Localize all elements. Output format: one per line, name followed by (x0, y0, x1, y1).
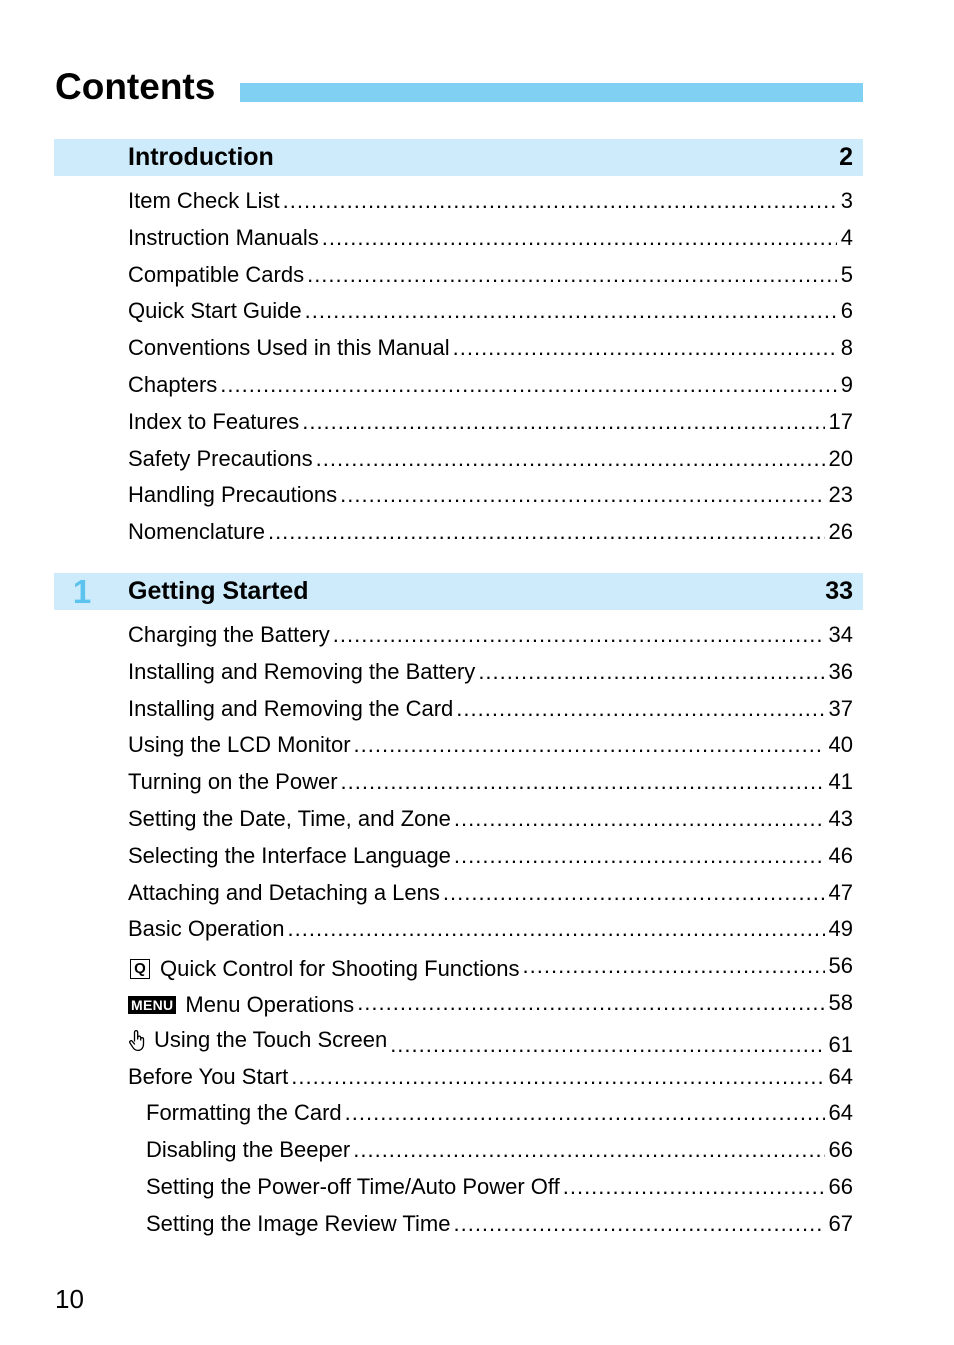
toc-entry-page: 46 (828, 842, 853, 868)
toc-entry-page: 43 (828, 805, 853, 831)
toc-entry[interactable] (128, 801, 853, 838)
section-title: Introduction (128, 143, 274, 171)
toc-entry-page: 26 (828, 519, 853, 545)
toc-entry[interactable] (128, 293, 853, 330)
dot-leader (563, 1169, 825, 1206)
dot-leader (523, 948, 825, 985)
toc-entry-page: 47 (828, 879, 853, 905)
toc-entry-page: 4 (840, 224, 853, 250)
toc-entry-label: Safety Precautions (128, 445, 313, 471)
toc-entry-label (128, 1022, 387, 1059)
dot-leader (454, 801, 825, 838)
toc-subentry[interactable] (128, 1169, 853, 1206)
quick-control-icon: Q (130, 959, 150, 979)
toc-entry-label: Handling Precautions (128, 482, 338, 508)
toc-entry-page: 3 (840, 188, 853, 213)
toc-entry[interactable] (128, 330, 853, 367)
toc-entry[interactable] (128, 764, 853, 801)
dot-leader (353, 1132, 824, 1169)
dot-leader (288, 911, 825, 948)
dot-leader (322, 220, 837, 257)
toc-entry-page: 66 (828, 1137, 853, 1163)
toc-entry-label: Before You Start (128, 1063, 289, 1089)
toc-entry-page: 49 (828, 916, 853, 942)
toc-entry-page: 36 (828, 658, 853, 684)
dot-leader (357, 985, 824, 1022)
toc-entry-label: Item Check List (128, 188, 280, 213)
title-accent-bar (240, 83, 863, 102)
dot-leader (220, 367, 836, 404)
dot-leader (454, 838, 825, 875)
toc-entry-label: Instruction Manuals (128, 224, 319, 250)
dot-leader (268, 514, 825, 551)
dot-leader (453, 1206, 824, 1243)
toc-entry-page: 34 (828, 622, 853, 647)
toc-entry-label: Conventions Used in this Manual (128, 335, 450, 361)
toc-list-introduction (128, 183, 853, 551)
toc-entry-label: Selecting the Interface Language (128, 842, 451, 868)
toc-entry-page: 23 (828, 482, 853, 508)
dot-leader (333, 617, 825, 654)
dot-leader (340, 477, 824, 514)
toc-entry[interactable] (128, 1059, 853, 1096)
toc-entry-page: 20 (828, 445, 853, 471)
toc-entry-page: 64 (828, 1100, 853, 1126)
toc-entry-page: 5 (840, 261, 853, 287)
section-title: Getting Started (128, 577, 309, 605)
toc-entry[interactable] (128, 183, 853, 220)
dot-leader (478, 654, 824, 691)
toc-entry[interactable] (128, 727, 853, 764)
dot-leader (302, 404, 824, 441)
toc-entry[interactable] (128, 948, 853, 985)
toc-entry-page: 61 (828, 1032, 853, 1058)
toc-entry[interactable] (128, 514, 853, 551)
toc-entry-page: 56 (828, 953, 853, 979)
toc-entry-text: Using the Touch Screen (154, 1026, 388, 1052)
section-page: 2 (839, 143, 853, 171)
toc-entry[interactable] (128, 441, 853, 478)
menu-icon: MENU (128, 996, 176, 1014)
toc-subentry[interactable] (128, 1095, 853, 1132)
toc-entry-page: 41 (828, 769, 853, 795)
dot-leader (316, 441, 825, 478)
toc-entry-label: Compatible Cards (128, 261, 305, 287)
toc-entry-label: Setting the Power-off Time/Auto Power Off (146, 1173, 560, 1199)
dot-leader (443, 875, 825, 912)
toc-entry-page: 17 (828, 408, 853, 434)
toc-entry-label: Using the LCD Monitor (128, 732, 351, 758)
dot-leader (354, 727, 825, 764)
dot-leader (307, 257, 837, 294)
toc-entry-label: Chapters (128, 371, 218, 397)
dot-leader (305, 293, 837, 330)
toc-entry-label: Setting the Date, Time, and Zone (128, 805, 451, 831)
dot-leader (456, 691, 824, 728)
toc-entry-label: Nomenclature (128, 519, 265, 545)
toc-entry-page: 58 (828, 989, 853, 1015)
toc-entry-text: Quick Control for Shooting Functions (160, 955, 520, 981)
toc-subentry[interactable] (128, 1132, 853, 1169)
section-page: 33 (825, 577, 853, 605)
toc-entry-label: Index to Features (128, 408, 300, 434)
toc-entry-text: Menu Operations (185, 991, 355, 1017)
toc-entry-page: 67 (828, 1210, 853, 1236)
toc-subentry[interactable] (128, 1206, 853, 1243)
toc-entry[interactable] (128, 691, 853, 728)
toc-entry-label: Charging the Battery (128, 622, 330, 647)
toc-list-getting-started (128, 617, 853, 1243)
toc-entry-label: Installing and Removing the Card (128, 695, 454, 721)
page-number: 10 (55, 1284, 84, 1314)
toc-entry-page: 37 (828, 695, 853, 721)
toc-entry-label: Disabling the Beeper (146, 1137, 351, 1163)
toc-entry[interactable] (128, 875, 853, 912)
toc-entry-page: 9 (840, 371, 853, 397)
toc-entry-page: 40 (828, 732, 853, 758)
toc-entry-page: 64 (828, 1063, 853, 1089)
touch-icon (128, 1028, 146, 1052)
toc-entry[interactable] (128, 257, 853, 294)
dot-leader (345, 1095, 825, 1132)
toc-entry[interactable] (128, 1022, 853, 1059)
page-title: Contents (55, 66, 216, 107)
dot-leader (283, 183, 837, 220)
toc-entry[interactable] (128, 617, 853, 654)
toc-entry-label: Basic Operation (128, 916, 285, 942)
toc-entry[interactable] (128, 220, 853, 257)
toc-entry[interactable] (128, 404, 853, 441)
toc-entry[interactable] (128, 985, 853, 1022)
toc-entry-label (128, 951, 520, 988)
toc-entry-page: 66 (828, 1173, 853, 1199)
chapter-number: 1 (72, 573, 92, 610)
toc-entry-label: Setting the Image Review Time (146, 1210, 451, 1236)
toc-entry-label: Quick Start Guide (128, 298, 302, 324)
toc-entry[interactable] (128, 477, 853, 514)
toc-entry[interactable] (128, 911, 853, 948)
toc-entry-label: Turning on the Power (128, 769, 338, 795)
toc-entry[interactable] (128, 367, 853, 404)
dot-leader (453, 330, 837, 367)
toc-entry-page: 8 (840, 335, 853, 361)
toc-entry-label: Formatting the Card (146, 1100, 342, 1126)
toc-entry-label: Installing and Removing the Battery (128, 658, 476, 684)
toc-entry[interactable] (128, 654, 853, 691)
toc-entry-label (128, 987, 354, 1024)
toc-entry[interactable] (128, 838, 853, 875)
dot-leader (341, 764, 825, 801)
dot-leader (291, 1059, 824, 1096)
toc-entry-page: 6 (840, 298, 853, 324)
toc-entry-label: Attaching and Detaching a Lens (128, 879, 440, 905)
